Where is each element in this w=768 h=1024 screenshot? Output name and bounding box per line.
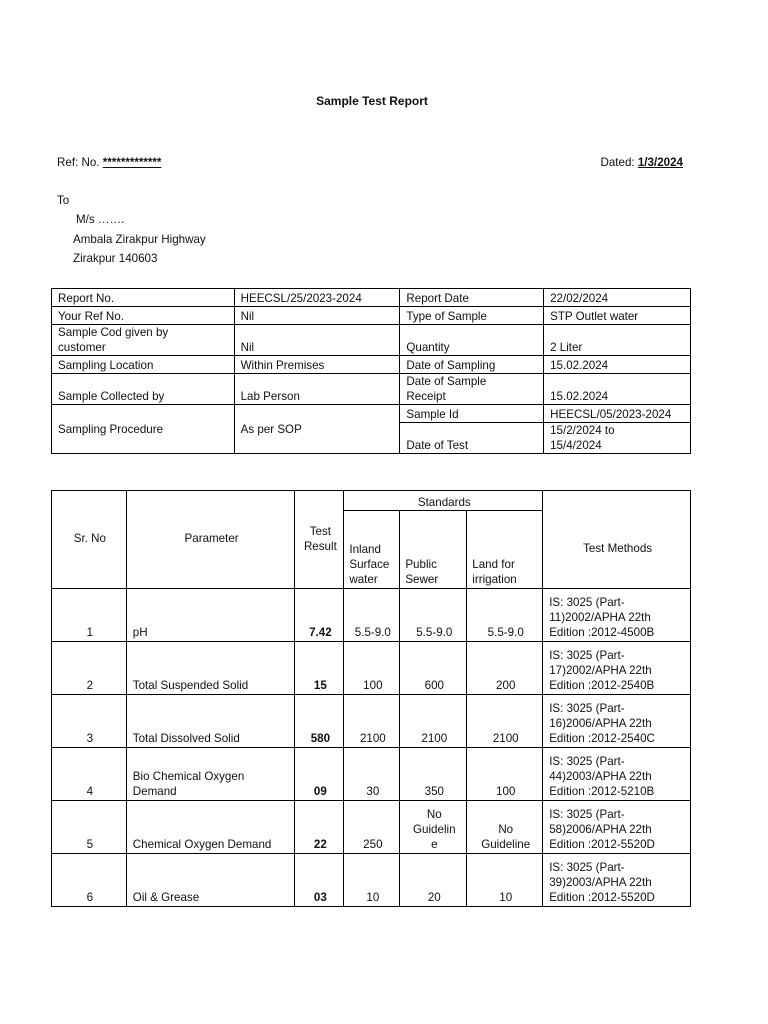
land-irrigation-cell-line: 200 bbox=[496, 678, 516, 692]
sr-no-cell bbox=[52, 695, 127, 748]
info-value: Lab Person bbox=[234, 374, 400, 405]
public-sewer-cell-line: 350 bbox=[424, 784, 444, 798]
public-sewer-cell-line: 5.5-9.0 bbox=[416, 625, 453, 639]
test-result-cell bbox=[295, 801, 344, 854]
col-header-public-sewer bbox=[400, 511, 467, 589]
sr-no-cell-line: 3 bbox=[86, 731, 94, 745]
address-line-2: Zirakpur 140603 bbox=[73, 252, 158, 266]
parameter-cell-line: Chemical Oxygen Demand bbox=[132, 837, 272, 851]
info-label bbox=[52, 325, 235, 356]
public-sewer-cell-line: 20 bbox=[427, 890, 441, 904]
table-row bbox=[52, 748, 691, 801]
test-method-cell-line: IS: 3025 (Part- bbox=[549, 754, 625, 768]
info-value: 15.02.2024 bbox=[544, 374, 691, 405]
test-method-cell-line: 58)2006/APHA 22th bbox=[549, 822, 652, 836]
inland-cell-line: 100 bbox=[363, 678, 383, 692]
test-result-cell-line: 22 bbox=[313, 837, 327, 851]
col-header-result bbox=[295, 491, 344, 589]
test-result-cell-line: 15 bbox=[313, 678, 327, 692]
results-header-row bbox=[52, 491, 691, 511]
header-line: Land for bbox=[472, 557, 515, 571]
test-results-table bbox=[51, 490, 691, 907]
report-dated bbox=[600, 155, 683, 170]
land-irrigation-cell bbox=[467, 695, 543, 748]
info-label: Sampling Procedure bbox=[52, 405, 235, 454]
header-line: Sewer bbox=[405, 572, 439, 586]
test-result-cell-line: 580 bbox=[310, 731, 331, 745]
parameter-cell-line: pH bbox=[132, 625, 148, 639]
info-value bbox=[544, 423, 691, 454]
land-irrigation-cell bbox=[467, 589, 543, 642]
header-spacer bbox=[543, 491, 691, 511]
sr-no-cell-line: 2 bbox=[86, 678, 94, 692]
info-value: Nil bbox=[234, 325, 400, 356]
table-row bbox=[52, 854, 691, 907]
inland-cell-line: 10 bbox=[366, 890, 380, 904]
test-method-cell-line: Edition :2012-5210B bbox=[549, 784, 655, 798]
info-value-line: 15/2/2024 to bbox=[550, 424, 615, 438]
info-value: 15.02.2024 bbox=[544, 356, 691, 374]
info-value: STP Outlet water bbox=[544, 307, 691, 325]
public-sewer-cell bbox=[400, 695, 467, 748]
parameter-cell bbox=[126, 748, 295, 801]
public-sewer-cell bbox=[400, 801, 467, 854]
parameter-cell-line: Oil & Grease bbox=[132, 890, 200, 904]
test-method-cell bbox=[543, 801, 691, 854]
header-line: Result bbox=[303, 540, 337, 553]
test-method-cell-line: IS: 3025 (Part- bbox=[549, 701, 625, 715]
ref-label: Ref: No. bbox=[57, 156, 100, 169]
info-label: Report No. bbox=[52, 289, 235, 307]
inland-cell-line: 2100 bbox=[359, 731, 386, 745]
sr-no-cell-line: 6 bbox=[86, 890, 94, 904]
inland-cell bbox=[344, 589, 400, 642]
col-header-inland bbox=[344, 511, 400, 589]
land-irrigation-cell bbox=[467, 642, 543, 695]
info-label: Report Date bbox=[400, 289, 544, 307]
public-sewer-cell bbox=[400, 589, 467, 642]
sr-no-cell-line: 4 bbox=[86, 784, 94, 798]
test-result-cell-line: 7.42 bbox=[309, 625, 332, 639]
public-sewer-cell-line: No bbox=[426, 807, 442, 821]
info-row bbox=[52, 289, 691, 307]
parameter-cell bbox=[126, 854, 295, 907]
info-row bbox=[52, 356, 691, 374]
info-value: HEECSL/25/2023-2024 bbox=[234, 289, 400, 307]
info-label: Sample Id bbox=[400, 405, 544, 423]
sample-info-table bbox=[51, 288, 691, 454]
table-row bbox=[52, 695, 691, 748]
land-irrigation-cell-line: Guideline bbox=[481, 837, 531, 851]
inland-cell bbox=[344, 801, 400, 854]
public-sewer-cell bbox=[400, 642, 467, 695]
info-label: Sampling Location bbox=[52, 356, 235, 374]
info-value: 22/02/2024 bbox=[544, 289, 691, 307]
test-result-cell bbox=[295, 854, 344, 907]
inland-cell-line: 5.5-9.0 bbox=[354, 625, 391, 639]
header-line: Surface bbox=[349, 557, 390, 571]
inland-cell bbox=[344, 642, 400, 695]
test-method-cell bbox=[543, 642, 691, 695]
public-sewer-cell bbox=[400, 854, 467, 907]
sr-no-cell bbox=[52, 801, 127, 854]
test-result-cell-line: 03 bbox=[313, 890, 327, 904]
land-irrigation-cell-line: 2100 bbox=[492, 731, 519, 745]
info-row bbox=[52, 374, 691, 405]
land-irrigation-cell-line: 10 bbox=[499, 890, 513, 904]
test-result-cell bbox=[295, 642, 344, 695]
reference-number bbox=[57, 155, 161, 170]
address-line-1: Ambala Zirakpur Highway bbox=[73, 232, 206, 246]
test-method-cell-line: 11)2002/APHA 22th bbox=[549, 610, 651, 624]
land-irrigation-cell bbox=[467, 854, 543, 907]
test-result-cell bbox=[295, 589, 344, 642]
parameter-cell-line: Demand bbox=[132, 784, 177, 798]
test-result-cell bbox=[295, 695, 344, 748]
info-label-line: Date of Sample bbox=[406, 375, 487, 389]
parameter-cell bbox=[126, 642, 295, 695]
land-irrigation-cell-line: 100 bbox=[496, 784, 516, 798]
page-title: Sample Test Report bbox=[316, 94, 428, 108]
parameter-cell bbox=[126, 801, 295, 854]
sr-no-cell bbox=[52, 642, 127, 695]
public-sewer-cell-line: 2100 bbox=[421, 731, 448, 745]
test-method-cell-line: 16)2006/APHA 22th bbox=[549, 716, 652, 730]
table-row bbox=[52, 642, 691, 695]
test-method-cell-line: 17)2002/APHA 22th bbox=[549, 663, 652, 677]
inland-cell-line: 250 bbox=[363, 837, 383, 851]
test-method-cell-line: IS: 3025 (Part- bbox=[549, 595, 625, 609]
address-to: To bbox=[57, 194, 70, 207]
info-label: Your Ref No. bbox=[52, 307, 235, 325]
info-value-line: 15/4/2024 bbox=[550, 439, 602, 453]
info-label: Sample Collected by bbox=[52, 374, 235, 405]
col-header-parameter: Parameter bbox=[126, 491, 295, 589]
info-row bbox=[52, 325, 691, 356]
test-method-cell-line: 44)2003/APHA 22th bbox=[549, 769, 652, 783]
land-irrigation-cell bbox=[467, 748, 543, 801]
test-method-cell bbox=[543, 854, 691, 907]
parameter-cell bbox=[126, 589, 295, 642]
test-method-cell-line: Edition :2012-2540C bbox=[549, 731, 655, 745]
header-line: Test bbox=[309, 524, 331, 538]
info-row bbox=[52, 405, 691, 423]
sr-no-cell bbox=[52, 589, 127, 642]
test-method-cell-line: Edition :2012-2540B bbox=[549, 678, 655, 692]
parameter-cell bbox=[126, 695, 295, 748]
test-result-cell bbox=[295, 748, 344, 801]
public-sewer-cell bbox=[400, 748, 467, 801]
public-sewer-cell-line: e bbox=[431, 837, 438, 851]
info-label: Date of Sampling bbox=[400, 356, 544, 374]
col-header-sr: Sr. No bbox=[52, 491, 127, 589]
info-label: Quantity bbox=[400, 325, 544, 356]
parameter-cell-line: Total Dissolved Solid bbox=[132, 731, 240, 745]
sr-no-cell-line: 1 bbox=[86, 625, 94, 639]
table-row bbox=[52, 589, 691, 642]
info-label-line: Sample Cod given by bbox=[58, 326, 169, 339]
info-label bbox=[400, 374, 544, 405]
land-irrigation-cell bbox=[467, 801, 543, 854]
test-method-cell-line: IS: 3025 (Part- bbox=[549, 860, 625, 874]
test-method-cell-line: 39)2003/APHA 22th bbox=[549, 875, 652, 889]
public-sewer-cell-line: 600 bbox=[424, 678, 444, 692]
test-method-cell-line: IS: 3025 (Part- bbox=[549, 648, 625, 662]
ref-value: ************* bbox=[102, 156, 162, 169]
info-value: 2 Liter bbox=[544, 325, 691, 356]
test-method-cell-line: IS: 3025 (Part- bbox=[549, 807, 625, 821]
sr-no-cell bbox=[52, 854, 127, 907]
land-irrigation-cell-line: 5.5-9.0 bbox=[487, 625, 524, 639]
info-label-line: customer bbox=[58, 341, 106, 355]
test-method-cell bbox=[543, 695, 691, 748]
col-header-land-irrigation bbox=[467, 511, 543, 589]
parameter-cell-line: Total Suspended Solid bbox=[132, 678, 249, 692]
test-method-cell-line: Edition :2012-4500B bbox=[549, 625, 655, 639]
inland-cell-line: 30 bbox=[366, 784, 380, 798]
header-line: Public bbox=[405, 557, 437, 571]
header-line: irrigation bbox=[472, 572, 517, 586]
test-result-cell-line: 09 bbox=[313, 784, 327, 798]
col-header-methods: Test Methods bbox=[543, 511, 691, 589]
test-method-cell bbox=[543, 748, 691, 801]
parameter-cell-line: Bio Chemical Oxygen bbox=[132, 769, 245, 783]
sr-no-cell bbox=[52, 748, 127, 801]
col-header-standards: Standards bbox=[344, 491, 543, 511]
inland-cell bbox=[344, 695, 400, 748]
dated-value: 1/3/2024 bbox=[637, 156, 683, 169]
table-row bbox=[52, 801, 691, 854]
dated-label: Dated: bbox=[600, 156, 635, 169]
sr-no-cell-line: 5 bbox=[86, 837, 94, 851]
info-label: Date of Test bbox=[400, 423, 544, 454]
info-value: Within Premises bbox=[234, 356, 400, 374]
info-value: As per SOP bbox=[234, 405, 400, 454]
inland-cell bbox=[344, 748, 400, 801]
info-label-line: Receipt bbox=[406, 390, 446, 404]
recipient-address bbox=[57, 193, 206, 271]
info-row bbox=[52, 307, 691, 325]
test-method-cell bbox=[543, 589, 691, 642]
header-line: water bbox=[349, 572, 378, 586]
info-label: Type of Sample bbox=[400, 307, 544, 325]
test-method-cell-line: Edition :2012-5520D bbox=[549, 837, 655, 851]
land-irrigation-cell-line: No bbox=[498, 822, 514, 836]
inland-cell bbox=[344, 854, 400, 907]
public-sewer-cell-line: Guidelin bbox=[413, 822, 456, 836]
test-method-cell-line: Edition :2012-5520D bbox=[549, 890, 655, 904]
info-value: HEECSL/05/2023-2024 bbox=[544, 405, 691, 423]
info-value: Nil bbox=[234, 307, 400, 325]
header-line: Inland bbox=[349, 542, 381, 556]
address-name: M/s ……. bbox=[76, 213, 125, 227]
